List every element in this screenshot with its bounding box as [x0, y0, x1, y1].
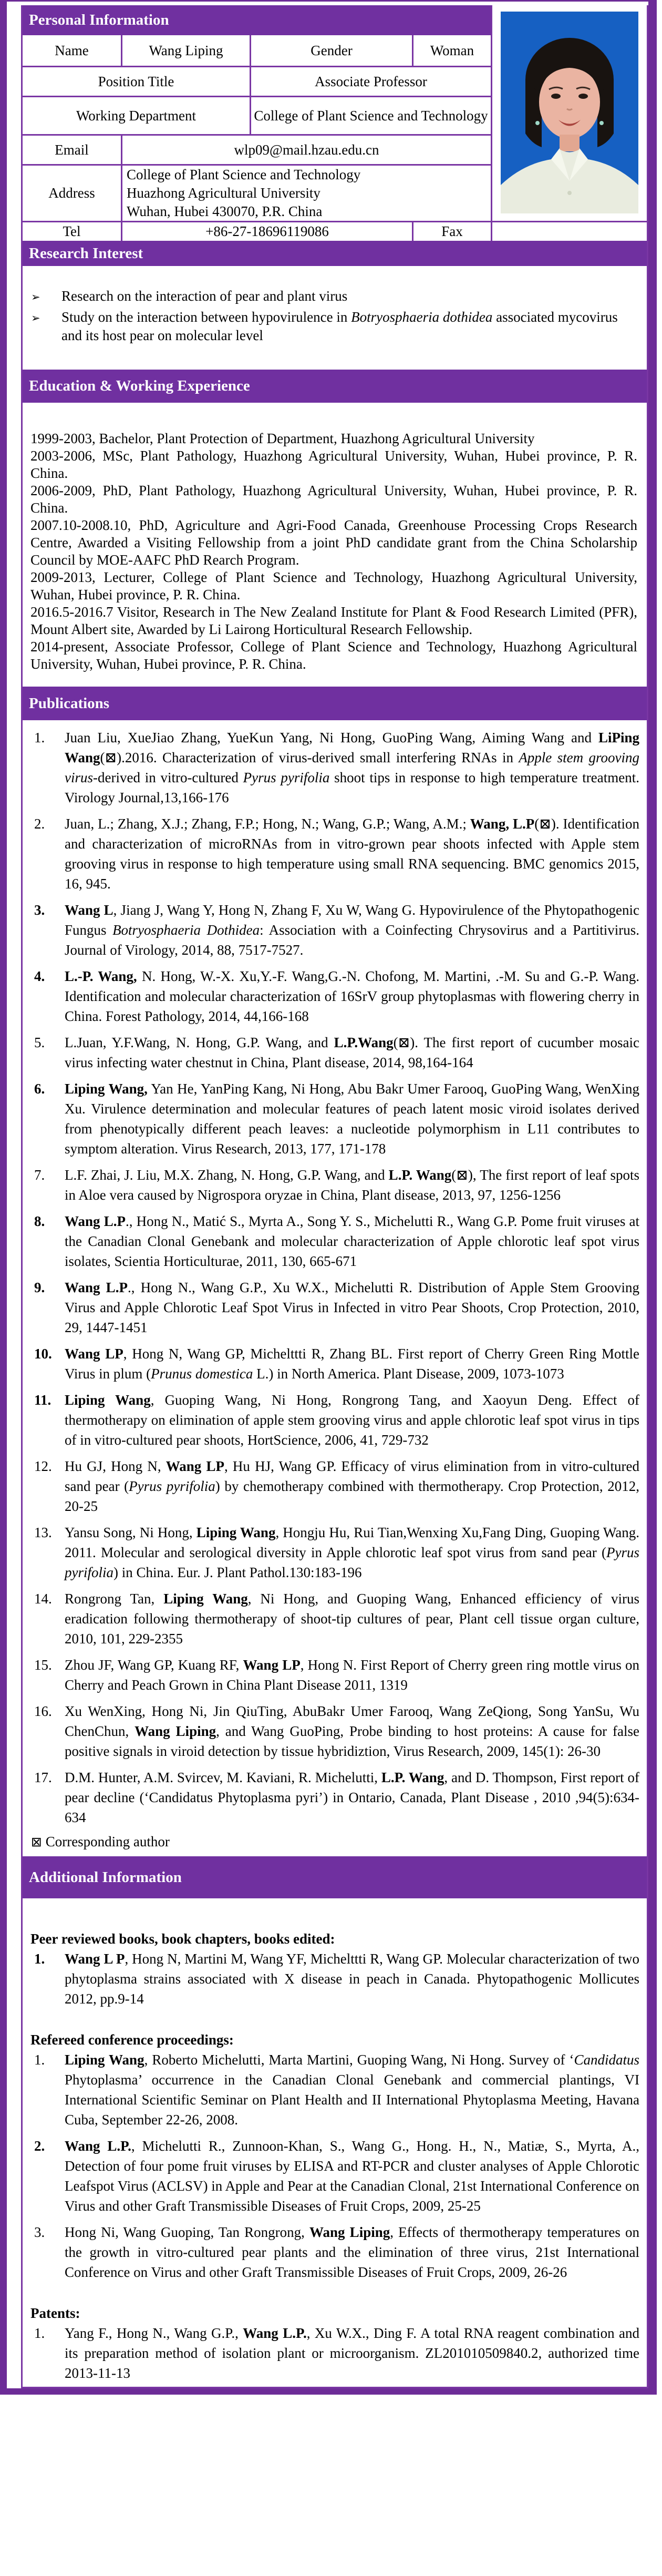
item-number: 2. — [34, 816, 45, 832]
text-segment: Apple stem grooving virus — [65, 750, 639, 785]
list-item — [23, 1344, 647, 1384]
profile-photo — [501, 12, 638, 213]
text-segment: Hu GJ, Hong N, — [65, 1458, 166, 1474]
item-number: 10. — [34, 1346, 52, 1362]
text-segment: ., Hong N., Wang G.P., Xu W.X., Michelutti R. Distribution of Apple Stem Grooving Virus and Apple Chlorotic Leaf Spot Virus in Infected in vitro Pear Shoots, Crop Protection, 2010, 29, 1447-1451 — [65, 1280, 640, 1335]
text-segment: ) by chemotherapy combined with thermotherapy. Crop Protection, 2012, 20-25 — [65, 1478, 639, 1514]
section-header-publications: Publications — [23, 687, 647, 720]
department-value: College of Plant Science and Technology — [250, 97, 491, 134]
text-segment: L.F. Zhai, J. Liu, M.X. Zhang, N. Hong, G.P. Wang, and — [65, 1167, 389, 1183]
text-segment: L.P. Wang — [388, 1167, 452, 1183]
photo-cell — [491, 5, 647, 221]
item-number: 1. — [34, 1951, 45, 1967]
text-segment: Wang L.P. — [243, 2325, 307, 2341]
list-item — [23, 2222, 647, 2282]
item-number: 3. — [34, 902, 45, 918]
list-item — [23, 1390, 647, 1450]
text-segment: L.-P. Wang, — [65, 968, 137, 984]
item-number: 1. — [34, 2052, 45, 2068]
text-segment: Yan He, YanPing Kang, Ni Hong, Abu Bakr Umer Farooq, GuoPing Wang, WenXing Xu. Virulence determination and molecular features of peach latent mosic viroid isolates derived from phenotypically different peach leaves: a nucleotide polymorphism in L11 contributes to symptom alteration. Virus Research, 2013, 177, 171-178 — [65, 1081, 639, 1157]
list-item — [23, 1589, 647, 1649]
envelope-icon: ⊠ — [31, 1834, 42, 1849]
text-segment: Research on the interaction of pear and plant virus — [61, 288, 348, 304]
row-tel-fax — [23, 221, 647, 241]
text-segment: Wang L P — [65, 1951, 125, 1967]
text-segment: ) in China. Eur. J. Plant Pathol.130:183-196 — [113, 1565, 362, 1580]
text-segment: N. Hong, W.-X. Xu,Y.-F. Wang,G.-N. Chofong, M. Martini, .-M. Su and G.-P. Wang. Identification and molecular characterization of 16SrV group phytoplasmas with flowering cherry in China. Forest Pathology, 2014, 44,166-168 — [65, 968, 639, 1024]
row-department — [23, 96, 491, 134]
item-number: 7. — [34, 1167, 45, 1183]
list-item — [23, 2136, 647, 2216]
text-segment: (⊠).2016. Characterization of virus-derived small interfering RNAs in — [100, 750, 519, 765]
address-line: College of Plant Science and Technology — [127, 167, 361, 182]
text-segment: Yang F., Hong N., Wang G.P., — [65, 2325, 243, 2341]
list-item — [23, 966, 647, 1026]
text-segment: , Hongju Hu, Rui Tian,Wenxing Xu,Fang Ding, Guoping Wang. 2011. Molecular and serological diversity in Apple chlorotic leaf spot virus from sand pear ( — [65, 1525, 639, 1560]
additional-group-heading: Patents: — [30, 2305, 80, 2321]
text-segment: L.Juan, Y.F.Wang, N. Hong, G.P. Wang, and — [65, 1035, 334, 1050]
list-item — [23, 1701, 647, 1761]
item-number: 2. — [34, 2138, 45, 2154]
additional-group — [23, 2303, 647, 2383]
text-segment: , Michelutti R., Zunnoon-Khan, S., Wang G., Hong. H., N., Matiæ, S., Myrta, A., Detection of four pome fruit viruses by ELISA and RT-PCR and cluster analyses of Apple Chlorotic Leafspot Virus (ACLSV) in Apple and Pear at the Canadian Clonal, 21st International Conference on Virus and other Graft Transmissible Diseases of Fruit Crops, 2009, 25-25 — [65, 2138, 639, 2214]
text-segment: Wang L — [65, 902, 113, 918]
text-segment: associated mycovirus and its host pear on molecular level — [61, 309, 618, 343]
item-number: 1. — [34, 730, 45, 745]
text-segment: Juan Liu, XueJiao Zhang, YueKun Yang, Ni Hong, GuoPing Wang, Aiming Wang and — [65, 730, 598, 745]
additional-group — [23, 1929, 647, 2009]
list-item — [23, 1767, 647, 1827]
item-number: 8. — [34, 1213, 45, 1229]
row-position — [23, 66, 491, 96]
list-item — [23, 728, 647, 807]
text-segment: Liping Wang — [196, 1525, 276, 1540]
text-segment: LiPing Wang — [65, 730, 639, 765]
item-number: 5. — [34, 1035, 45, 1050]
address-label: Address — [48, 185, 95, 201]
text-segment: , Roberto Michelutti, Marta Martini, Guoping Wang, Ni Hong. Survey of ‘ — [144, 2052, 574, 2068]
gender-value: Woman — [412, 35, 491, 66]
row-email — [23, 134, 491, 164]
text-segment: Wang, L.P — [470, 816, 535, 832]
item-number: 17. — [34, 1770, 52, 1785]
section-header-education: Education & Working Experience — [23, 370, 647, 403]
personal-information-section — [23, 5, 647, 221]
name-label: Name — [55, 42, 89, 58]
text-segment: Wang LP — [166, 1458, 224, 1474]
address-line: Wuhan, Hubei 430070, P.R. China — [127, 203, 323, 219]
text-segment: shoot tips in response to high temperature treatment. Virology Journal,13,166-176 — [65, 770, 640, 805]
education-entry: 2006-2009, PhD, Plant Pathology, Huazhong Agricultural University, Wuhan, Hubei province, P. R. China. — [30, 483, 637, 516]
text-segment: Study on the interaction between hypovirulence in — [61, 309, 351, 325]
text-segment: Wang Liping — [309, 2224, 390, 2240]
item-number: 15. — [34, 1657, 52, 1673]
text-segment: , Jiang J, Wang Y, Hong N, Zhang F, Xu W, Wang G. Hypovirulence of the Phytopathogenic Fungus — [65, 902, 639, 938]
item-number: 14. — [34, 1591, 52, 1607]
email-label: Email — [55, 141, 89, 158]
name-value: Wang Liping — [121, 35, 250, 66]
text-segment: Yansu Song, Ni Hong, — [65, 1525, 196, 1540]
education-entry: 2007.10-2008.10, PhD, Agriculture and Agri-Food Canada, Greenhouse Processing Crops Research Centre, Awarded a Visiting Fellowship from a joint PhD candidate grant from the China Scholarship Council by MOE-AAFC PhD Rearch Program. — [30, 517, 637, 568]
text-segment: Pyrus pyrifolia — [129, 1478, 215, 1494]
text-segment: L.P.Wang — [334, 1035, 394, 1050]
section-header-research-interest: Research Interest — [23, 241, 647, 266]
cv-table — [21, 5, 648, 2388]
list-item — [23, 1456, 647, 1516]
tel-value: +86-27-18696119086 — [121, 222, 412, 241]
text-segment: Liping Wang — [163, 1591, 248, 1607]
corresponding-author-note — [23, 1834, 647, 1850]
list-item — [23, 1277, 647, 1337]
text-segment: , Ni Hong, and Guoping Wang, Enhanced efficiency of virus eradication following thermotherapy of shoot-tip cultures of pear, Plant cell tissue organ culture, 2010, 101, 229-2355 — [65, 1591, 639, 1647]
text-segment: L.) in North America. Plant Disease, 2009, 1073-1073 — [253, 1366, 564, 1382]
text-segment: , Effects of thermotherapy temperatures on the growth in vitro-cultured pear plants and the elimination of three virus, 21st International Conference on Virus and other Graft Transmissible Diseases of Fruit Crops, 2009, 26-26 — [65, 2224, 640, 2280]
list-item — [23, 1949, 647, 2009]
text-segment: Botryosphaeria dothidea — [351, 309, 493, 325]
arrow-bullet-icon: ➢ — [31, 291, 40, 303]
text-segment: , and D. Thompson, First report of pear decline (‘Candidatus Phytoplasma pyri’) in Ontario, Canada, Plant Disease , 2010 ,94(5):634-634 — [65, 1770, 639, 1825]
education-entry: 2016.5-2016.7 Visitor, Research in The New Zealand Institute for Plant & Food Research Limited (PFR), Mount Albert site, Awarded by Li Lairong Horticultural Research Fellowship. — [30, 604, 637, 637]
text-segment: D.M. Hunter, A.M. Svircev, M. Kaviani, R. Michelutti, — [65, 1770, 381, 1785]
item-number: 13. — [34, 1525, 52, 1540]
fax-label: Fax — [412, 222, 491, 241]
item-number: 16. — [34, 1703, 52, 1719]
list-item — [23, 2050, 647, 2130]
item-number: 11. — [34, 1392, 51, 1408]
list-item — [23, 2323, 647, 2383]
position-label: Position Title — [98, 73, 174, 89]
text-segment: Wang LP — [243, 1657, 301, 1673]
address-value — [121, 166, 491, 221]
department-label: Working Department — [76, 107, 196, 124]
additional-content — [23, 1898, 647, 2387]
publications-list — [23, 728, 647, 1827]
education-entry: 1999-2003, Bachelor, Plant Protection of Department, Huazhong Agricultural University — [30, 431, 535, 446]
item-number: 9. — [34, 1280, 45, 1295]
text-segment: Candidatus — [574, 2052, 639, 2068]
text-segment: (⊠), The first report of leaf spots in Aloe vera caused by Nigrospora oryzae in China, Plant disease, 2013, 97, 1256-1256 — [65, 1167, 639, 1203]
text-segment: Wang Liping — [135, 1723, 216, 1739]
text-segment: Liping Wang — [65, 2052, 144, 2068]
text-segment: , Hong N, Wang GP, Michelttti R, Zhang BL. First report of Cherry Green Ring Mottle Virus in plum ( — [65, 1346, 639, 1382]
research-interest-list — [23, 266, 647, 370]
education-entry: 2014-present, Associate Professor, College of Plant Science and Technology, Huazhong Agricultural University, Wuhan, Hubei province, P. R. China. — [30, 639, 637, 672]
education-entry: 2003-2006, MSc, Plant Pathology, Huazhong Agricultural University, Wuhan, Hubei province, P. R. China. — [30, 448, 637, 481]
arrow-bullet-icon: ➢ — [31, 312, 40, 324]
list-item — [23, 1211, 647, 1271]
research-interest-item — [31, 287, 631, 306]
text-segment: Wang L.P — [65, 1213, 126, 1229]
text-segment: Prunus domestica — [151, 1366, 253, 1382]
list-item — [23, 1079, 647, 1159]
additional-group-heading: Refereed conference proceedings: — [30, 2032, 234, 2048]
list-item — [23, 1165, 647, 1205]
list-item — [23, 900, 647, 960]
text-segment: : Association with a Coinfecting Chrysovirus and a Partitivirus. Journal of Virology, 2014, 88, 7517-7527. — [65, 922, 639, 958]
text-segment: Liping Wang, — [65, 1081, 148, 1097]
item-number: 4. — [34, 968, 45, 984]
tel-label: Tel — [63, 223, 81, 239]
text-segment: , and Wang GuoPing, Probe binding to host proteins: A cause for false positive signals in viroid detection by tissue hybridiztion, Virus Research, 2009, 145(1): 26-30 — [65, 1723, 639, 1759]
text-segment: , Xu W.X., Ding F. A total RNA reagent combination and its preparation method of isolation plant or microorganism. ZL201010509840.2, authorized time 2013-11-13 — [65, 2325, 639, 2381]
text-segment: ., Hong N., Matić S., Myrta A., Song Y. S., Michelutti R., Wang G.P. Pome fruit viruses at the Canadian Clonal Genebank and molecular characterization of Apple chlorotic leaf spot virus isolates, Scientia Horticulturae, 2011, 130, 665-671 — [65, 1213, 639, 1269]
position-value: Associate Professor — [250, 67, 491, 96]
item-number: 6. — [34, 1081, 45, 1097]
additional-group — [23, 2030, 647, 2282]
row-address — [23, 164, 491, 221]
text-segment: Pyrus pyrifolia — [65, 1545, 639, 1580]
list-item — [23, 1522, 647, 1582]
research-interest-text — [61, 308, 631, 345]
item-number: 1. — [34, 2325, 45, 2341]
text-segment: Phytoplasma’ occurrence in the Canadian Clonal Genebank and commercial plantings, VI International Scientific Seminar on Plant Health and II International Phytoplasma Meeting, Havana Cuba, September 22-26, 2008. — [65, 2072, 639, 2128]
text-segment: Wang L.P — [65, 1280, 128, 1295]
additional-group-heading: Peer reviewed books, book chapters, books edited: — [30, 1931, 335, 1947]
text-segment: Liping Wang — [65, 1392, 151, 1408]
text-segment: Wang LP — [65, 1346, 123, 1362]
text-segment: (⊠). The first report of cucumber mosaic virus infecting water chestnut in China, Plant disease, 2014, 98,164-164 — [65, 1035, 639, 1070]
text-segment: Botryosphaeria Dothidea — [112, 922, 260, 938]
text-segment: Zhou JF, Wang GP, Kuang RF, — [65, 1657, 243, 1673]
gender-label: Gender — [250, 35, 412, 66]
text-segment: , Hong N, Martini M, Wang YF, Michelttti R, Wang GP. Molecular characterization of two phytoplasma strains associated with X disease in peach in Canada. Phytopathogenic Mollicutes 2012, pp.9-14 — [65, 1951, 639, 2007]
text-segment: , Hu HJ, Wang GP. Efficacy of virus elimination from in vitro-cultured sand pear ( — [65, 1458, 639, 1494]
text-segment: Pyrus pyrifolia — [243, 770, 330, 785]
list-item — [23, 814, 647, 894]
text-segment: (⊠). Identification and characterization of microRNAs from in vitro-grown pear shoots infected with Apple stem grooving virus in response to high temperature using small RNA sequencing. BMC genomics 2015, 16, 945. — [65, 816, 640, 892]
text-segment: Wang L.P. — [65, 2138, 131, 2154]
research-interest-text — [61, 287, 631, 306]
text-segment: -derived in vitro-cultured — [93, 770, 243, 785]
list-item — [23, 1655, 647, 1695]
email-value: wlp09@mail.hzau.edu.cn — [121, 136, 491, 164]
item-number: 12. — [34, 1458, 52, 1474]
fax-value — [491, 222, 647, 241]
text-segment: , Hong N. First Report of Cherry green ring mottle virus on Cherry and Peach Grown in China Plant Disease 2011, 1319 — [65, 1657, 639, 1693]
text-segment: L.P. Wang — [381, 1770, 444, 1785]
text-segment: Hong Ni, Wang Guoping, Tan Rongrong, — [65, 2224, 310, 2240]
text-segment: Xu WenXing, Hong Ni, Jin QiuTing, AbuBakr Umer Farooq, Wang ZeQiong, Song YanSu, Wu ChenChun, — [65, 1703, 639, 1739]
text-segment: , Guoping Wang, Ni Hong, Rongrong Tang, and Xaoyun Deng. Effect of thermotherapy on elimination of apple stem grooving virus and apple chlorotic leaf spot virus in tips of in vitro-cultured pear shoots, HortScience, 2006, 41, 729-732 — [65, 1392, 639, 1448]
row-name-gender — [23, 35, 491, 66]
text-segment: Juan, L.; Zhang, X.J.; Zhang, F.P.; Hong, N.; Wang, G.P.; Wang, A.M.; — [65, 816, 470, 832]
education-entry: 2009-2013, Lecturer, College of Plant Science and Technology, Huazhong Agricultural University, Wuhan, Hubei province, P. R. China. — [30, 569, 637, 602]
list-item — [23, 1033, 647, 1072]
text-segment: Rongrong Tan, — [65, 1591, 164, 1607]
section-header-personal-information: Personal Information — [23, 5, 491, 35]
education-content — [23, 403, 647, 687]
corresponding-author-label: Corresponding author — [45, 1834, 170, 1849]
section-header-additional-information: Additional Information — [23, 1856, 647, 1898]
item-number: 3. — [34, 2224, 45, 2240]
address-line: Huazhong Agricultural University — [127, 185, 320, 201]
research-interest-item — [31, 308, 631, 345]
